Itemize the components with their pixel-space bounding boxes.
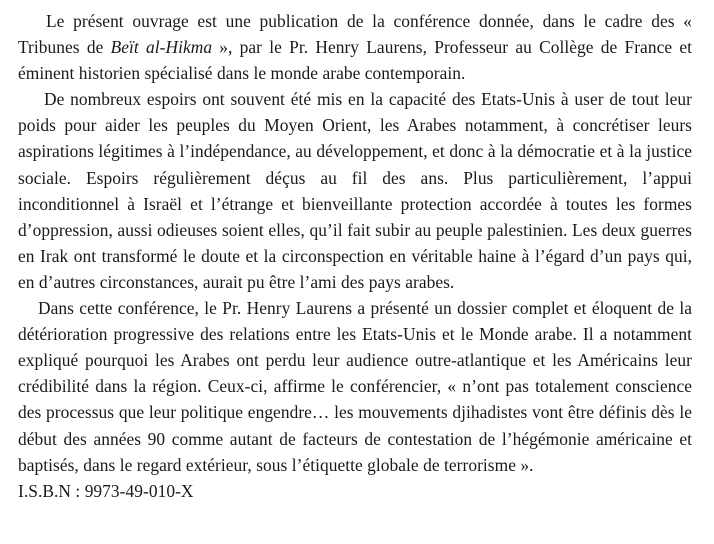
- paragraph-summary: Dans cette conférence, le Pr. Henry Laurens a présenté un dossier complet et éloquent de la détérioration progressive des relations entre les Etats-Unis et le Monde arabe. Il a notamment expliqué pourquoi les Arabes ont perdu leur audience outre-atlantique et les Américains leur crédibilité dans la région. Ceux-ci, affirme le conférencier, « n’ont pas totalement conscience des processus que leur politique engendre… les mouvements djihadistes vont être définis dès le début des années 90 comme autant de facteurs de contestation de l’hégémonie américaine et baptisés, dans le regard extérieur, sous l’étiquette globale de terrorisme ».: [18, 298, 692, 475]
- series-title: Beït al-Hikma: [110, 37, 213, 58]
- intro-text-start: Le présent ouvrage est une publication de la conférence donnée, dans le cadre des « Tribunes de: [18, 11, 692, 58]
- intro-text-end: », par le Pr. Henry Laurens, Professeur au Collège de France et éminent historien spécialisé dans le monde arabe contemporain.: [18, 37, 692, 84]
- paragraph-context: De nombreux espoirs ont souvent été mis en la capacité des Etats-Unis à user de tout leur poids pour aider les peuples du Moyen Orient, les Arabes notamment, à concrétiser leurs aspirations légitimes à l’indépendance, au développement, et donc à la démocratie et à la justice sociale. Espoirs régulièrement déçus au fil des ans. Plus particulièrement, l’appui inconditionnel à Israël et l’étrange et bienveillante protection accordée à toutes les formes d’oppression, aussi odieuses soient elles, qu’il fait subir au peuple palestinien. Les deux guerres en Irak ont transformé le doute et la circonspection en véritable haine à l’égard d’un pays qui, en d’autres circonstances, aurait pu être l’ami des pays arabes.: [18, 89, 692, 292]
- isbn-line: I.S.B.N : 9973-49-010-X: [18, 480, 194, 501]
- document-page: [18, 8, 692, 504]
- paragraph-intro: [18, 8, 692, 86]
